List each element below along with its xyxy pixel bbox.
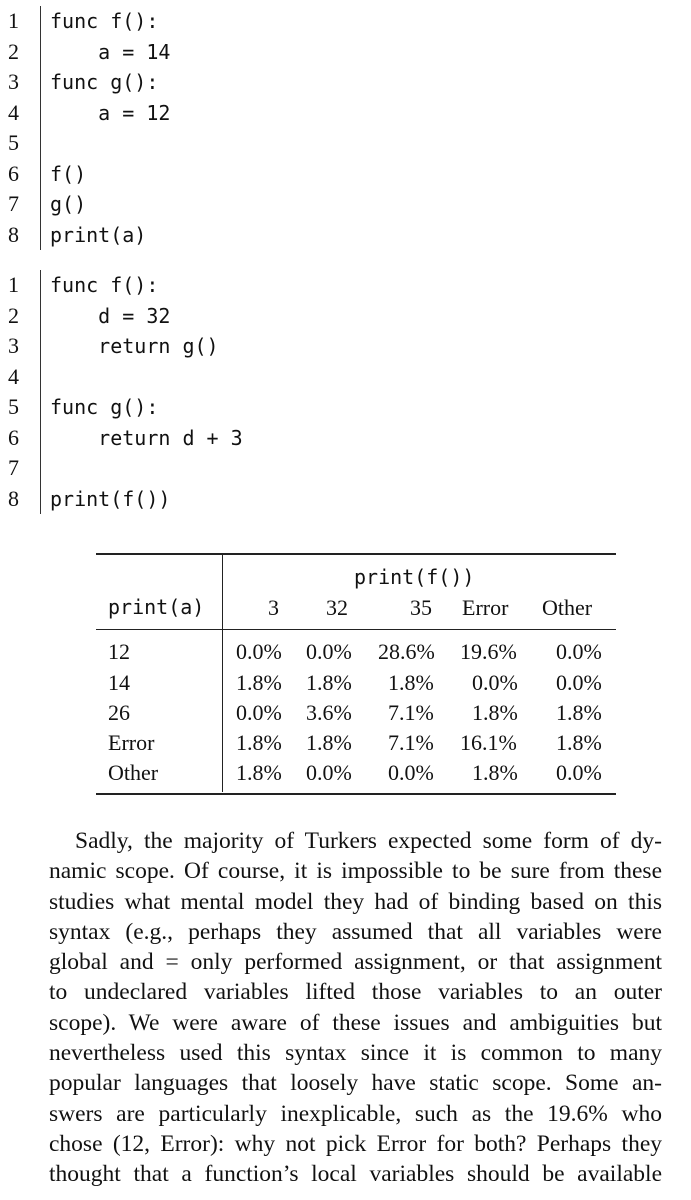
paragraph-line: thought that a function’s local variables should be available bbox=[49, 1161, 662, 1188]
paragraph-line: chose (12, Error): why not pick Error for both? Perhaps they bbox=[49, 1130, 662, 1157]
table-cell: 7.1% bbox=[388, 700, 434, 725]
column-group-header: print(f()) bbox=[354, 565, 475, 589]
table-cell: 0.0% bbox=[388, 760, 434, 785]
line-number: 4 bbox=[8, 99, 19, 125]
row-label: Error bbox=[108, 730, 155, 755]
line-number: 7 bbox=[8, 191, 19, 216]
table-cell: 1.8% bbox=[472, 700, 518, 725]
line-number-rule bbox=[40, 6, 41, 37]
table-cell: 1.8% bbox=[236, 760, 282, 785]
table-cell: 1.8% bbox=[236, 670, 282, 695]
row-label: Other bbox=[108, 760, 159, 785]
line-number: 1 bbox=[8, 272, 19, 297]
line-number: 7 bbox=[8, 455, 19, 480]
line-number-rule bbox=[40, 392, 41, 423]
code-text: d = 32 bbox=[50, 303, 171, 328]
table-cell: 0.0% bbox=[472, 670, 518, 695]
line-number: 5 bbox=[8, 130, 19, 155]
line-number: 3 bbox=[8, 333, 19, 358]
table-cell: 1.8% bbox=[556, 700, 602, 725]
line-number: 8 bbox=[8, 221, 19, 247]
line-number: 6 bbox=[8, 424, 19, 450]
line-number-rule bbox=[40, 128, 41, 159]
table-cell: 0.0% bbox=[236, 700, 282, 725]
line-number-rule bbox=[40, 37, 41, 68]
line-number-rule bbox=[40, 159, 41, 190]
code-text: func f(): bbox=[50, 273, 159, 297]
code-text: return g() bbox=[50, 334, 219, 358]
line-number: 4 bbox=[8, 363, 19, 389]
line-number-rule bbox=[40, 453, 41, 484]
paragraph-line: nevertheless used this syntax since it is common to many bbox=[49, 1040, 662, 1067]
paragraph-line: studies what mental model they had of binding based on this bbox=[49, 888, 662, 915]
code-text: g() bbox=[50, 192, 87, 216]
code-text: return d + 3 bbox=[50, 425, 243, 450]
code-text: func g(): bbox=[50, 70, 159, 94]
row-label: 26 bbox=[108, 700, 130, 725]
column-header: 32 bbox=[326, 595, 348, 620]
code-text: print(f()) bbox=[50, 486, 171, 511]
paragraph-line: global and = only performed assignment, or that assignment bbox=[49, 949, 662, 976]
table-cell: 0.0% bbox=[306, 639, 352, 664]
line-number-rule bbox=[40, 67, 41, 98]
line-number: 6 bbox=[8, 160, 19, 186]
line-number: 8 bbox=[8, 485, 19, 511]
line-number: 1 bbox=[8, 8, 19, 33]
table-cell: 0.0% bbox=[306, 760, 352, 785]
row-label: 14 bbox=[108, 670, 130, 695]
table-cell: 1.8% bbox=[306, 730, 352, 755]
paragraph-line: scope). We were aware of these issues and ambiguities but bbox=[49, 1009, 662, 1036]
table-bottom-rule bbox=[96, 793, 616, 795]
column-header: 3 bbox=[268, 595, 279, 620]
table-cell: 28.6% bbox=[378, 639, 435, 664]
code-text: func g(): bbox=[50, 395, 159, 419]
table-vertical-rule bbox=[222, 555, 223, 792]
table-cell: 7.1% bbox=[388, 730, 434, 755]
paragraph-line: to undeclared variables lifted those variables to an outer bbox=[49, 979, 662, 1006]
line-number-rule bbox=[40, 331, 41, 362]
table-cell: 19.6% bbox=[460, 639, 517, 664]
line-number: 2 bbox=[8, 38, 19, 64]
code-text: f() bbox=[50, 161, 87, 186]
line-number: 5 bbox=[8, 394, 19, 419]
table-cell: 0.0% bbox=[556, 670, 602, 695]
column-header: Other bbox=[542, 595, 593, 620]
line-number-rule bbox=[40, 270, 41, 301]
table-top-rule bbox=[96, 553, 616, 555]
table-cell: 1.8% bbox=[306, 670, 352, 695]
table-cell: 3.6% bbox=[306, 700, 352, 725]
code-text: func f(): bbox=[50, 9, 159, 33]
row-label: 12 bbox=[108, 639, 130, 664]
code-text: a = 12 bbox=[50, 100, 171, 125]
table-cell: 1.8% bbox=[472, 760, 518, 785]
line-number: 2 bbox=[8, 302, 19, 328]
column-header: 35 bbox=[410, 595, 432, 620]
line-number-rule bbox=[40, 220, 41, 251]
table-cell: 0.0% bbox=[556, 760, 602, 785]
line-number-rule bbox=[40, 362, 41, 393]
table-cell: 1.8% bbox=[388, 670, 434, 695]
table-cell: 0.0% bbox=[236, 639, 282, 664]
table-cell: 1.8% bbox=[556, 730, 602, 755]
table-cell: 1.8% bbox=[236, 730, 282, 755]
paragraph-line: swers are particularly inexplicable, such as the 19.6% who bbox=[49, 1100, 662, 1127]
table-cell: 16.1% bbox=[460, 730, 517, 755]
body-paragraph bbox=[49, 826, 662, 1190]
table-header-rule bbox=[96, 629, 616, 630]
paragraph-line: Sadly, the majority of Turkers expected some form of dy- bbox=[75, 828, 662, 854]
paragraph-line: syntax (e.g., perhaps they assumed that all variables were bbox=[49, 918, 662, 945]
paragraph-line: popular languages that loosely have static scope. Some an- bbox=[49, 1070, 662, 1097]
line-number-rule bbox=[40, 484, 41, 515]
line-number-rule bbox=[40, 423, 41, 454]
line-number-rule bbox=[40, 98, 41, 129]
line-number: 3 bbox=[8, 69, 19, 94]
line-number-rule bbox=[40, 189, 41, 220]
line-number-rule bbox=[40, 301, 41, 332]
code-text: a = 14 bbox=[50, 39, 171, 64]
row-group-header: print(a) bbox=[108, 595, 205, 619]
table-cell: 0.0% bbox=[556, 639, 602, 664]
paragraph-line: namic scope. Of course, it is impossible to be sure from these bbox=[49, 858, 662, 885]
code-text: print(a) bbox=[50, 222, 147, 247]
column-header: Error bbox=[462, 595, 509, 620]
